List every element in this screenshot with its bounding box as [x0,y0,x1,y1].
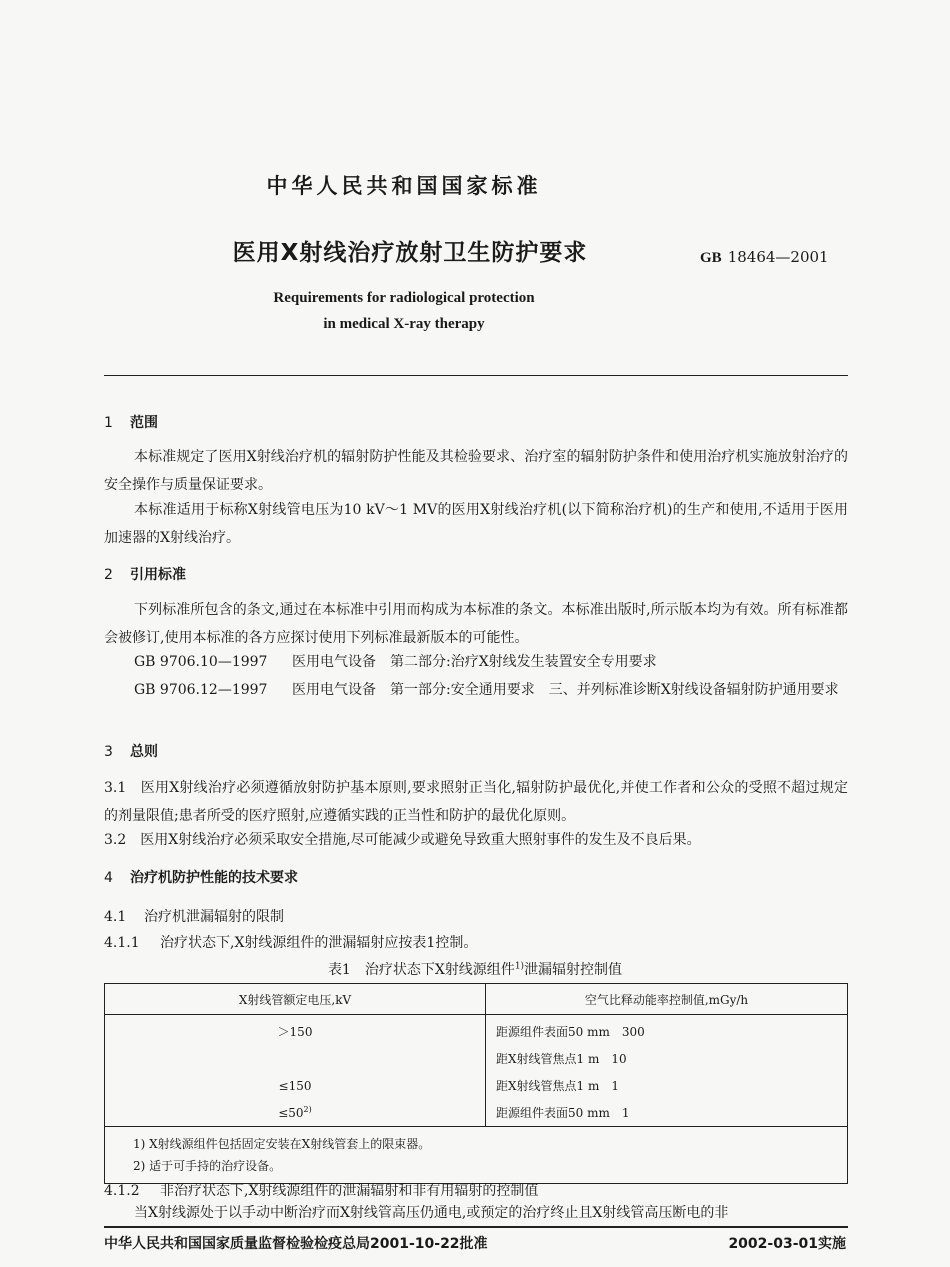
clause-4-1-2-paragraph: 当X射线源处于以手动中断治疗而X射线管高压仍通电,或预定的治疗终止且X射线管高压断电的非 [134,1205,729,1221]
clause-number: 4.1.1 [104,935,140,951]
table-row [105,1015,848,1046]
limit-cell: 距X射线管焦点1 m 10 [486,1045,848,1072]
table-1-caption [0,959,950,979]
header-rule [104,375,848,376]
clause-4-1 [104,906,284,926]
implementation-date: 2002-03-01实施 [728,1236,846,1252]
clause-text: 治疗状态下,X射线源组件的泄漏辐射应按表1控制。 [160,935,478,951]
section-1-paragraph-1: 本标准规定了医用X射线治疗机的辐射防护性能及其检验要求、治疗室的辐射防护条件和使用治疗机实施放射治疗的安全操作与质量保证要求。 [104,449,848,493]
section-4-heading [104,867,298,887]
voltage-cell: ＞150 [105,1015,486,1046]
clause-text: 治疗机泄漏辐射的限制 [144,909,284,925]
table-caption-text: 表1 治疗状态下X射线源组件 [327,962,515,978]
english-title [0,285,808,337]
section-number: 3 [104,744,113,760]
clause-number: 4.1 [104,909,127,925]
voltage-value: ≤50 [278,1106,304,1120]
voltage-cell [105,1045,486,1072]
footer-rule [104,1226,848,1228]
clause-4-1-1 [104,932,477,952]
voltage-cell [105,1099,486,1127]
reference-code: GB 9706.10—1997 [134,654,268,670]
section-number: 2 [104,567,113,583]
table-caption-footnote-mark: 1) [514,961,525,972]
reference-code: GB 9706.12—1997 [134,682,268,698]
limit-cell: 距源组件表面50 mm 300 [486,1015,848,1046]
table-notes-cell [105,1127,848,1184]
section-2-heading [104,564,186,584]
section-number: 4 [104,870,113,886]
limit-cell: 距X射线管焦点1 m 1 [486,1072,848,1099]
reference-1 [134,648,848,676]
section-title: 总则 [130,744,158,760]
section-number: 1 [104,415,113,431]
english-title-line-1: Requirements for radiological protection [273,290,535,306]
table-note-2: 2) 适于可手持的治疗设备。 [133,1159,282,1173]
limit-cell: 距源组件表面50 mm 1 [486,1099,848,1127]
clause-number: 4.1.2 [104,1183,140,1199]
english-title-line-2: in medical X-ray therapy [323,316,485,332]
column-header-voltage: X射线管额定电压,kV [105,984,486,1015]
table-caption-text-end: 泄漏辐射控制值 [524,962,623,978]
section-1-heading [104,412,158,432]
section-1-paragraph-2: 本标准适用于标称X射线管电压为10 kV～1 MV的医用X射线治疗机(以下简称治疗机)的生产和使用,不适用于医用加速器的X射线治疗。 [104,502,848,546]
table-row [105,1072,848,1099]
table-note-1: 1) X射线源组件包括固定安装在X射线管套上的限束器。 [133,1137,431,1151]
table-row [105,1099,848,1127]
column-header-kerma-rate: 空气比释动能率控制值,mGy/h [486,984,848,1015]
voltage-footnote-mark: 2) [303,1105,312,1114]
table-1 [104,983,848,1184]
reference-text: 医用电气设备 第二部分:治疗X射线发生装置安全专用要求 [292,654,657,670]
clause-3-1: 3.1 医用X射线治疗必须遵循放射防护基本原则,要求照射正当化,辐射防护最优化,并使工作者和公众的受照不超过规定的剂量限值;患者所受的医疗照射,应遵循实践的正当性和防护的最优化原则。 [104,780,848,824]
section-3-heading [104,741,158,761]
issuing-body-title: 中华人民共和国国家标准 [266,174,542,198]
voltage-cell: ≤150 [105,1072,486,1099]
section-title: 范围 [130,415,158,431]
clause-4-1-2 [104,1180,538,1200]
standard-title: 医用X射线治疗放射卫生防护要求 [232,240,588,266]
reference-2 [134,676,848,704]
section-title: 引用标准 [130,567,186,583]
reference-text: 医用电气设备 第一部分:安全通用要求 三、并列标准诊断X射线设备辐射防护通用要求 [292,682,839,698]
clause-text: 非治疗状态下,X射线源组件的泄漏辐射和非有用辐射的控制值 [160,1183,539,1199]
table-row [105,1045,848,1072]
table-notes [105,1127,848,1184]
clause-3-2: 3.2 医用X射线治疗必须采取安全措施,尽可能减少或避免导致重大照射事件的发生及不良后果。 [104,832,701,848]
standard-code-prefix: GB [700,250,722,266]
section-title: 治疗机防护性能的技术要求 [130,870,298,886]
standard-code-number: 18464—2001 [727,248,829,266]
approval-statement: 中华人民共和国国家质量监督检验检疫总局2001-10-22批准 [104,1236,488,1252]
section-2-paragraph: 下列标准所包含的条文,通过在本标准中引用而构成为本标准的条文。本标准出版时,所示版本均为有效。所有标准都会被修订,使用本标准的各方应探讨使用下列标准最新版本的可能性。 [104,602,848,646]
standard-code [700,248,829,267]
